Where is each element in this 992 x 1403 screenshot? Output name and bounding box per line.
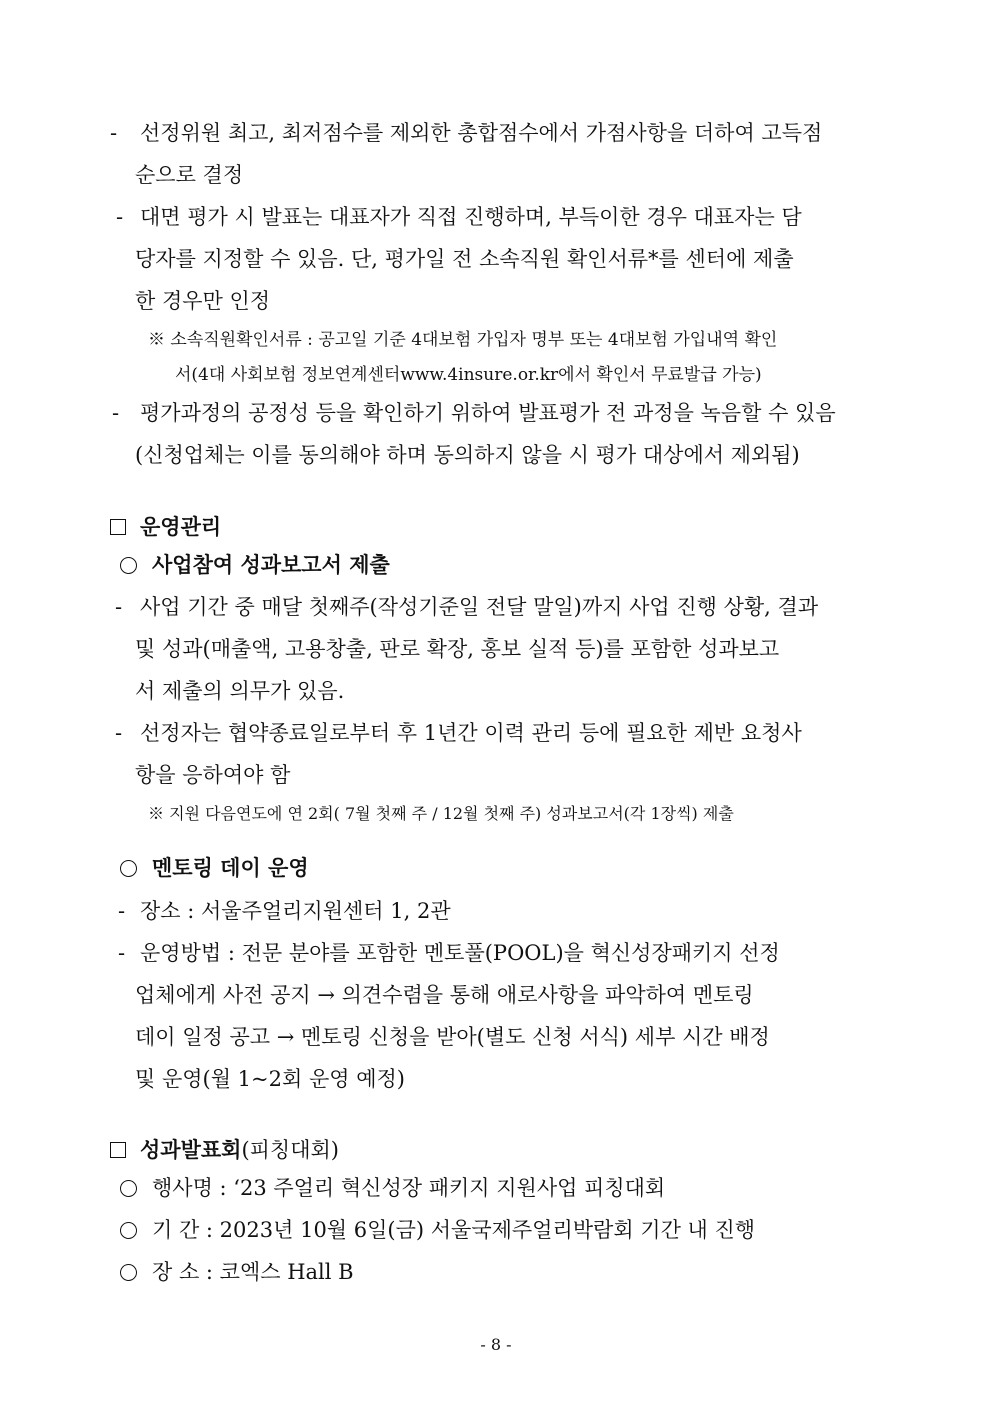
bullet-text-line: 데이 일정 공고 → 멘토링 신청을 받아(별도 신청 서식) 세부 시간 배정 [135, 1025, 770, 1049]
bullet-text-line: 항을 응하여야 함 [135, 763, 291, 787]
checkbox-square-icon [110, 1142, 126, 1158]
bullet-text-line: 당자를 지정할 수 있음. 단, 평가일 전 소속직원 확인서류*를 센터에 제출 [135, 247, 794, 271]
report-schedule-note: ※ 지원 다음연도에 연 2회( 7월 첫째 주 / 12월 첫째 주) 성과보고서(각 1장씩) 제출 [148, 804, 734, 823]
note-line: ※ 소속직원확인서류 : 공고일 기준 4대보험 가입자 명부 또는 4대보험 가입내역 확인 [148, 330, 778, 350]
bullet-text-line: 순으로 결정 [135, 163, 244, 187]
bullet-dash: - [118, 899, 126, 923]
bullet-text-line: 한 경우만 인정 [135, 289, 271, 313]
section-title: 운영관리 [140, 514, 222, 539]
section-title-suffix: (피칭대회) [241, 1138, 339, 1162]
bullet-dash: - [115, 595, 123, 619]
circle-bullet-icon [120, 557, 137, 574]
bullet-text-line: 평가과정의 공정성 등을 확인하기 위하여 발표평가 전 과정을 녹음할 수 있음 [140, 401, 836, 425]
bullet-dash: - [116, 205, 124, 229]
circle-bullet-icon [120, 1222, 137, 1239]
bullet-text-line: 서 제출의 의무가 있음. [135, 679, 345, 703]
bullet-dash: - [110, 121, 118, 145]
bullet-text-line: 운영방법 : 전문 분야를 포함한 멘토풀(POOL)을 혁신성장패키지 선정 [140, 941, 780, 965]
bullet-text-line: 업체에게 사전 공지 → 의견수렴을 통해 애로사항을 파악하여 멘토링 [135, 983, 754, 1007]
section-title-bold: 성과발표회 [140, 1137, 242, 1162]
circle-bullet-icon [120, 1264, 137, 1281]
event-place: 장 소 : 코엑스 Hall B [152, 1260, 354, 1284]
page-number: - 8 - [480, 1335, 512, 1354]
circle-bullet-icon [120, 1180, 137, 1197]
section-title [140, 1137, 339, 1163]
subsection-title: 사업참여 성과보고서 제출 [152, 552, 390, 577]
bullet-dash: - [112, 401, 120, 425]
subsection-title: 멘토링 데이 운영 [152, 855, 309, 880]
checkbox-square-icon [110, 519, 126, 535]
event-period: 기 간 : 2023년 10월 6일(금) 서울국제주얼리박람회 기간 내 진행 [152, 1218, 756, 1242]
event-name: 행사명 : ‘23 주얼리 혁신성장 패키지 지원사업 피칭대회 [152, 1176, 666, 1200]
bullet-text-line: 선정자는 협약종료일로부터 후 1년간 이력 관리 등에 필요한 제반 요청사 [140, 721, 802, 745]
bullet-text-line: (신청업체는 이를 동의해야 하며 동의하지 않을 시 평가 대상에서 제외됨) [135, 443, 800, 467]
bullet-text-line: 사업 기간 중 매달 첫째주(작성기준일 전달 말일)까지 사업 진행 상황, 결과 [140, 595, 819, 619]
circle-bullet-icon [120, 860, 137, 877]
bullet-dash: - [118, 941, 126, 965]
note-line: 서(4대 사회보험 정보연계센터www.4insure.or.kr에서 확인서 무료발급 가능) [175, 365, 762, 385]
bullet-text-line: 및 운영(월 1~2회 운영 예정) [135, 1067, 405, 1091]
bullet-text-line: 선정위원 최고, 최저점수를 제외한 총합점수에서 가점사항을 더하여 고득점 [140, 121, 823, 145]
bullet-dash: - [115, 721, 123, 745]
bullet-text-line: 대면 평가 시 발표는 대표자가 직접 진행하며, 부득이한 경우 대표자는 담 [140, 205, 802, 229]
bullet-text-line: 및 성과(매출액, 고용창출, 판로 확장, 홍보 실적 등)를 포함한 성과보고 [135, 637, 780, 661]
bullet-text-line: 장소 : 서울주얼리지원센터 1, 2관 [140, 899, 451, 923]
